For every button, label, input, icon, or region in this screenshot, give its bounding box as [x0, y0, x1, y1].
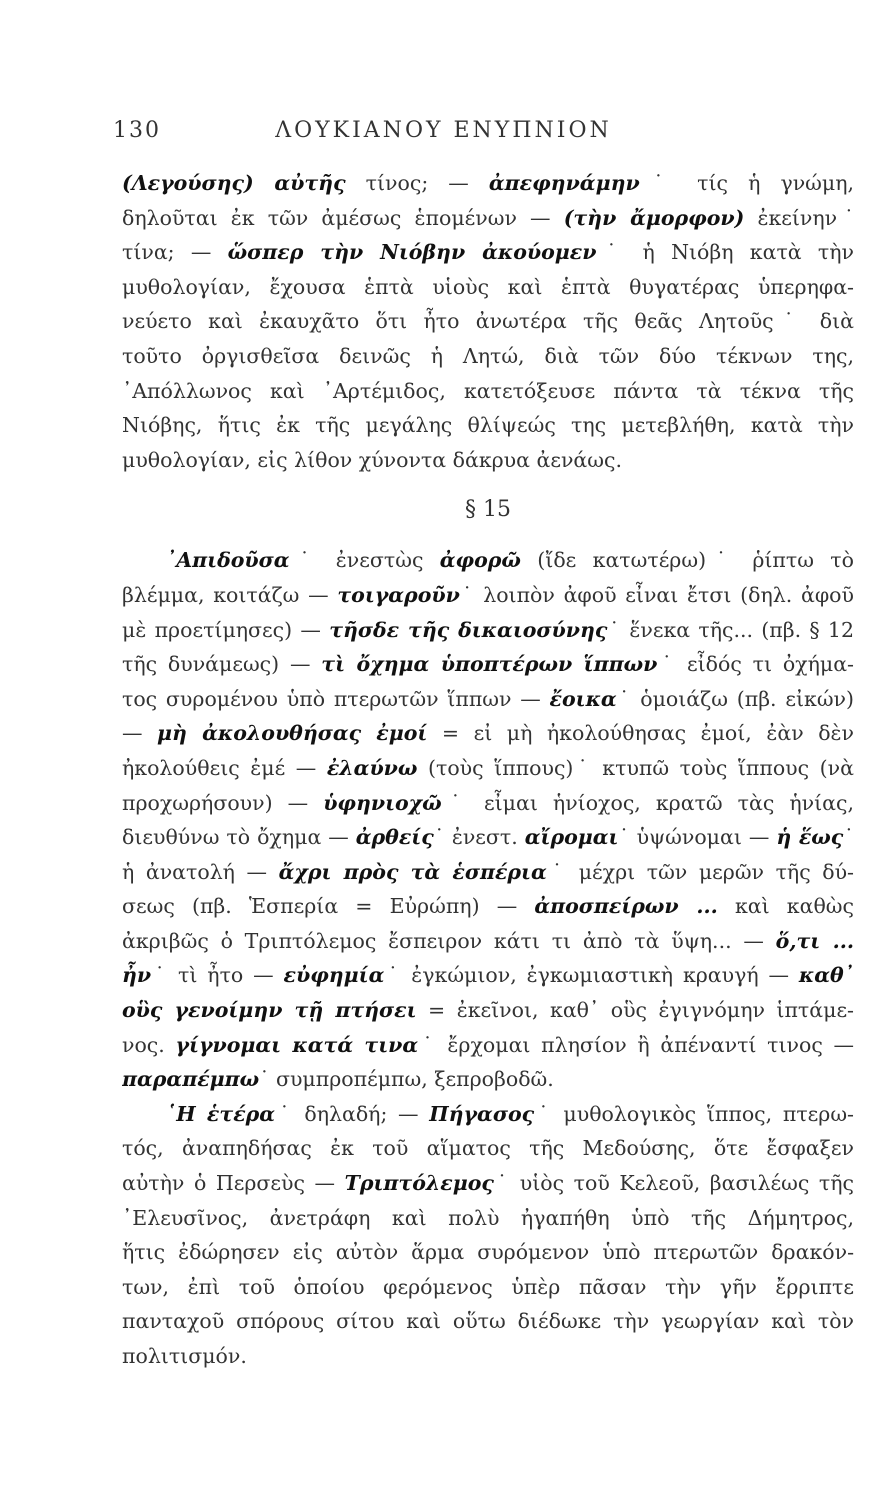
- lemma: ἀρθείς: [355, 825, 434, 850]
- gloss: αὐτὴν ὁ Περσεὺς —: [122, 1171, 345, 1196]
- gloss: Νιόβης, ἥτις ἐκ τῆς μεγάλης θλίψεώς της μετεβλήθη, κατὰ τὴν: [122, 413, 854, 438]
- lemma: τὶ ὄχημα ὑποπτέρων ἵππων: [321, 652, 658, 677]
- text-line: [122, 751, 854, 786]
- lemma: γίγνομαι κατά τινα: [175, 1032, 419, 1057]
- text-line: [122, 993, 854, 1028]
- gloss: ˙ ὁμοιάζω (πβ. εἰκών): [616, 686, 854, 711]
- lemma: ἦν: [122, 963, 152, 988]
- text-line: [122, 235, 854, 270]
- text-line: [122, 716, 854, 751]
- gloss: διευθύνω τὸ ὄχημα —: [122, 825, 356, 850]
- gloss: = ἐκεῖνοι, καθ᾿ οὓς ἐγιγνόμην ἱπτάμε-: [416, 998, 854, 1023]
- gloss: —: [122, 721, 158, 746]
- text-line: [122, 924, 854, 959]
- gloss: ἐκείνην˙: [744, 205, 854, 230]
- text-line: [122, 543, 854, 578]
- gloss: = εἰ μὴ ἠκολούθησας ἐμοί, ἐὰν δὲν: [427, 721, 854, 746]
- text-line: [122, 647, 854, 682]
- lemma: οὓς γενοίμην τῇ πτήσει: [122, 998, 417, 1023]
- gloss: τίνος; —: [345, 171, 489, 195]
- lemma: ῾Η ἑτέρα: [166, 1101, 276, 1126]
- lemma: τῆσδε τῆς δικαιοσύνης: [329, 617, 608, 642]
- text-line: [122, 304, 854, 339]
- page-number: 130: [113, 118, 161, 143]
- gloss: ˙: [843, 825, 854, 850]
- gloss: τος συρομένου ὑπὸ πτερωτῶν ἵππων —: [122, 686, 550, 711]
- text-line: [122, 1339, 854, 1374]
- text-line: [122, 1097, 854, 1132]
- gloss: προχωρήσουν) —: [122, 790, 324, 815]
- lemma: εὐφημία: [283, 963, 385, 988]
- lemma: ἡ ἕως: [776, 825, 844, 850]
- gloss: ἠκολούθεις ἐμέ —: [122, 755, 327, 780]
- gloss: ˙ ὑψώνομαι —: [618, 825, 777, 850]
- text-line: [122, 889, 854, 924]
- lemma: ἄχρι πρὸς τὰ ἑσπέρια: [278, 859, 547, 884]
- lemma: ὑφηνιοχῶ: [323, 790, 442, 815]
- gloss: ˙ εἶδός τι ὀχήμα-: [657, 652, 854, 677]
- gloss: των, ἐπὶ τοῦ ὁποίου φερόμενος ὑπὲρ πᾶσαν τὴν γῆν ἔρριπτε: [122, 1274, 854, 1299]
- text-line: [122, 1201, 854, 1236]
- text-line: [122, 408, 854, 443]
- gloss: μυθολογίαν, εἰς λίθον χύνοντα δάκρυα ἀενάως.: [122, 447, 622, 472]
- text-line: [122, 820, 854, 855]
- gloss: ˙ ἐγκώμιον, ἐγκωμιαστικὴ κραυγή —: [384, 963, 799, 988]
- gloss: ˙ δηλαδή; —: [275, 1101, 430, 1126]
- text-line: [122, 958, 854, 993]
- gloss: ˙ εἶμαι ἡνίοχος, κρατῶ τὰς ἡνίας,: [441, 790, 854, 815]
- gloss: ˙ ἐνεστὼς: [289, 548, 440, 573]
- gloss: πανταχοῦ σπόρους σίτου καὶ οὕτω διέδωκε τὴν γεωργίαν καὶ τὸν: [122, 1309, 854, 1334]
- gloss: μυθολογίαν, ἔχουσα ἑπτὰ υἱοὺς καὶ ἑπτὰ θυγατέρας ὑπερηφα-: [122, 274, 854, 299]
- gloss: ἡ ἀνατολή —: [122, 859, 279, 884]
- gloss: νεύετο καὶ ἐκαυχᾶτο ὅτι ἦτο ἀνωτέρα τῆς θεᾶς Λητοῦς˙ διὰ: [122, 309, 854, 334]
- text-line: [122, 201, 854, 236]
- text-line: [122, 270, 854, 305]
- gloss: καὶ καθὼς: [717, 894, 854, 919]
- lemma: ἔοικα: [549, 686, 617, 711]
- gloss: ˙ υἱὸς τοῦ Κελεοῦ, βασιλέως τῆς: [493, 1171, 854, 1196]
- lemma: ὅ,τι ...: [775, 928, 854, 953]
- gloss: (τοὺς ἵππους)˙ κτυπῶ τοὺς ἵππους (νὰ: [417, 755, 854, 780]
- lemma: παραπέμπω: [122, 1067, 260, 1092]
- text-line: [122, 1270, 854, 1305]
- lemma: (Λεγούσης) αὐτῆς: [122, 171, 346, 195]
- gloss: ˙ ἔρχομαι πλησίον ἢ ἀπέναντί τινος —: [418, 1032, 854, 1057]
- gloss: ᾿Απόλλωνος καὶ ᾿Αρτέμιδος, κατετόξευσε πάντα τὰ τέκνα τῆς: [122, 378, 854, 403]
- text-line: [122, 339, 854, 374]
- lemma: καθ᾿: [798, 963, 854, 988]
- text-line: [122, 1166, 854, 1201]
- text-line: [122, 1235, 854, 1270]
- gloss: ˙ τίς ἡ γνώμη,: [639, 171, 854, 195]
- text-line: [122, 613, 854, 648]
- gloss: (ἴδε κατωτέρω)˙ ῥίπτω τὸ: [520, 548, 854, 573]
- lemma: ἀποσπείρων ...: [534, 894, 718, 919]
- lemma: ᾿Απιδοῦσα: [166, 548, 290, 573]
- text-line: [122, 1304, 854, 1339]
- gloss: ˙ τὶ ἦτο —: [151, 963, 284, 988]
- gloss: τοῦτο ὀργισθεῖσα δεινῶς ἡ Λητώ, διὰ τῶν δύο τέκνων της,: [122, 343, 854, 368]
- running-title: ΛΟΥΚΙΑΝΟΥ ΕΝΥΠΝΙΟΝ: [275, 118, 612, 143]
- gloss: ˙ μυθολογικὸς ἵππος, πτερω-: [534, 1101, 854, 1126]
- gloss: πολιτισμόν.: [122, 1344, 247, 1368]
- gloss: ᾿Ελευσῖνος, ἀνετράφη καὶ πολὺ ἠγαπήθη ὑπὸ τῆς Δήμητρος,: [122, 1205, 854, 1230]
- text-line: [122, 166, 854, 201]
- text-line: [122, 443, 854, 478]
- gloss: ˙ ἡ Νιόβη κατὰ τὴν: [596, 240, 854, 265]
- lemma: τοιγαροῦν: [337, 582, 460, 607]
- lemma: Πήγασος: [429, 1101, 535, 1126]
- gloss: ἥτις ἐδώρησεν εἰς αὐτὸν ἅρμα συρόμενον ὑπὸ πτερωτῶν δρακόν-: [122, 1240, 854, 1265]
- lemma: μὴ ἀκολουθήσας ἐμοί: [157, 721, 428, 746]
- gloss: τός, ἀναπηδήσας ἐκ τοῦ αἵματος τῆς Μεδούσης, ὅτε ἔσφαξεν: [122, 1136, 854, 1161]
- text-line: [122, 374, 854, 409]
- lemma: ἐλαύνω: [326, 755, 418, 780]
- gloss: σεως (πβ. Ἑσπερία = Εὐρώπη) —: [122, 894, 535, 919]
- lemma: (τὴν ἄμορφον): [563, 205, 745, 230]
- gloss: ˙ μέχρι τῶν μερῶν τῆς δύ-: [546, 859, 854, 884]
- text-line: [122, 578, 854, 613]
- gloss: ˙ λοιπὸν ἀφοῦ εἶναι ἔτσι (δηλ. ἀφοῦ: [459, 582, 854, 607]
- lemma: αἴρομαι: [524, 825, 619, 850]
- gloss: ˙ ἕνεκα τῆς... (πβ. § 12: [607, 617, 854, 642]
- gloss: βλέμμα, κοιτάζω —: [122, 582, 338, 607]
- lemma: ὥσπερ τὴν Νιόβην ἀκούομεν: [227, 240, 597, 265]
- gloss: μὲ προετίμησες) —: [122, 617, 330, 642]
- gloss: ˙ ἐνεστ.: [433, 825, 525, 850]
- text-line: [122, 682, 854, 717]
- gloss: νος.: [122, 1032, 176, 1057]
- gloss: τίνα; —: [122, 240, 228, 265]
- text-line: [122, 855, 854, 890]
- text-line: [122, 786, 854, 821]
- lemma: ἀπεφηνάμην: [488, 171, 640, 195]
- section-marker: § 15: [465, 497, 511, 523]
- gloss: ἀκριβῶς ὁ Τριπτόλεμος ἔσπειρον κάτι τι ἀπὸ τὰ ὕψη... —: [122, 928, 776, 953]
- lemma: ἀφορῶ: [439, 548, 521, 573]
- lemma: Τριπτόλεμος: [344, 1171, 494, 1196]
- gloss: ˙ συμπροπέμπω, ξεπροβοδῶ.: [259, 1067, 554, 1092]
- running-header: [0, 118, 887, 152]
- gloss: τῆς δυνάμεως) —: [122, 652, 322, 677]
- gloss: δηλοῦται ἐκ τῶν ἀμέσως ἑπομένων —: [122, 205, 564, 230]
- commentary-text: [122, 166, 854, 1374]
- text-line: [122, 1131, 854, 1166]
- text-line: [122, 1028, 854, 1063]
- text-line: [122, 1062, 854, 1097]
